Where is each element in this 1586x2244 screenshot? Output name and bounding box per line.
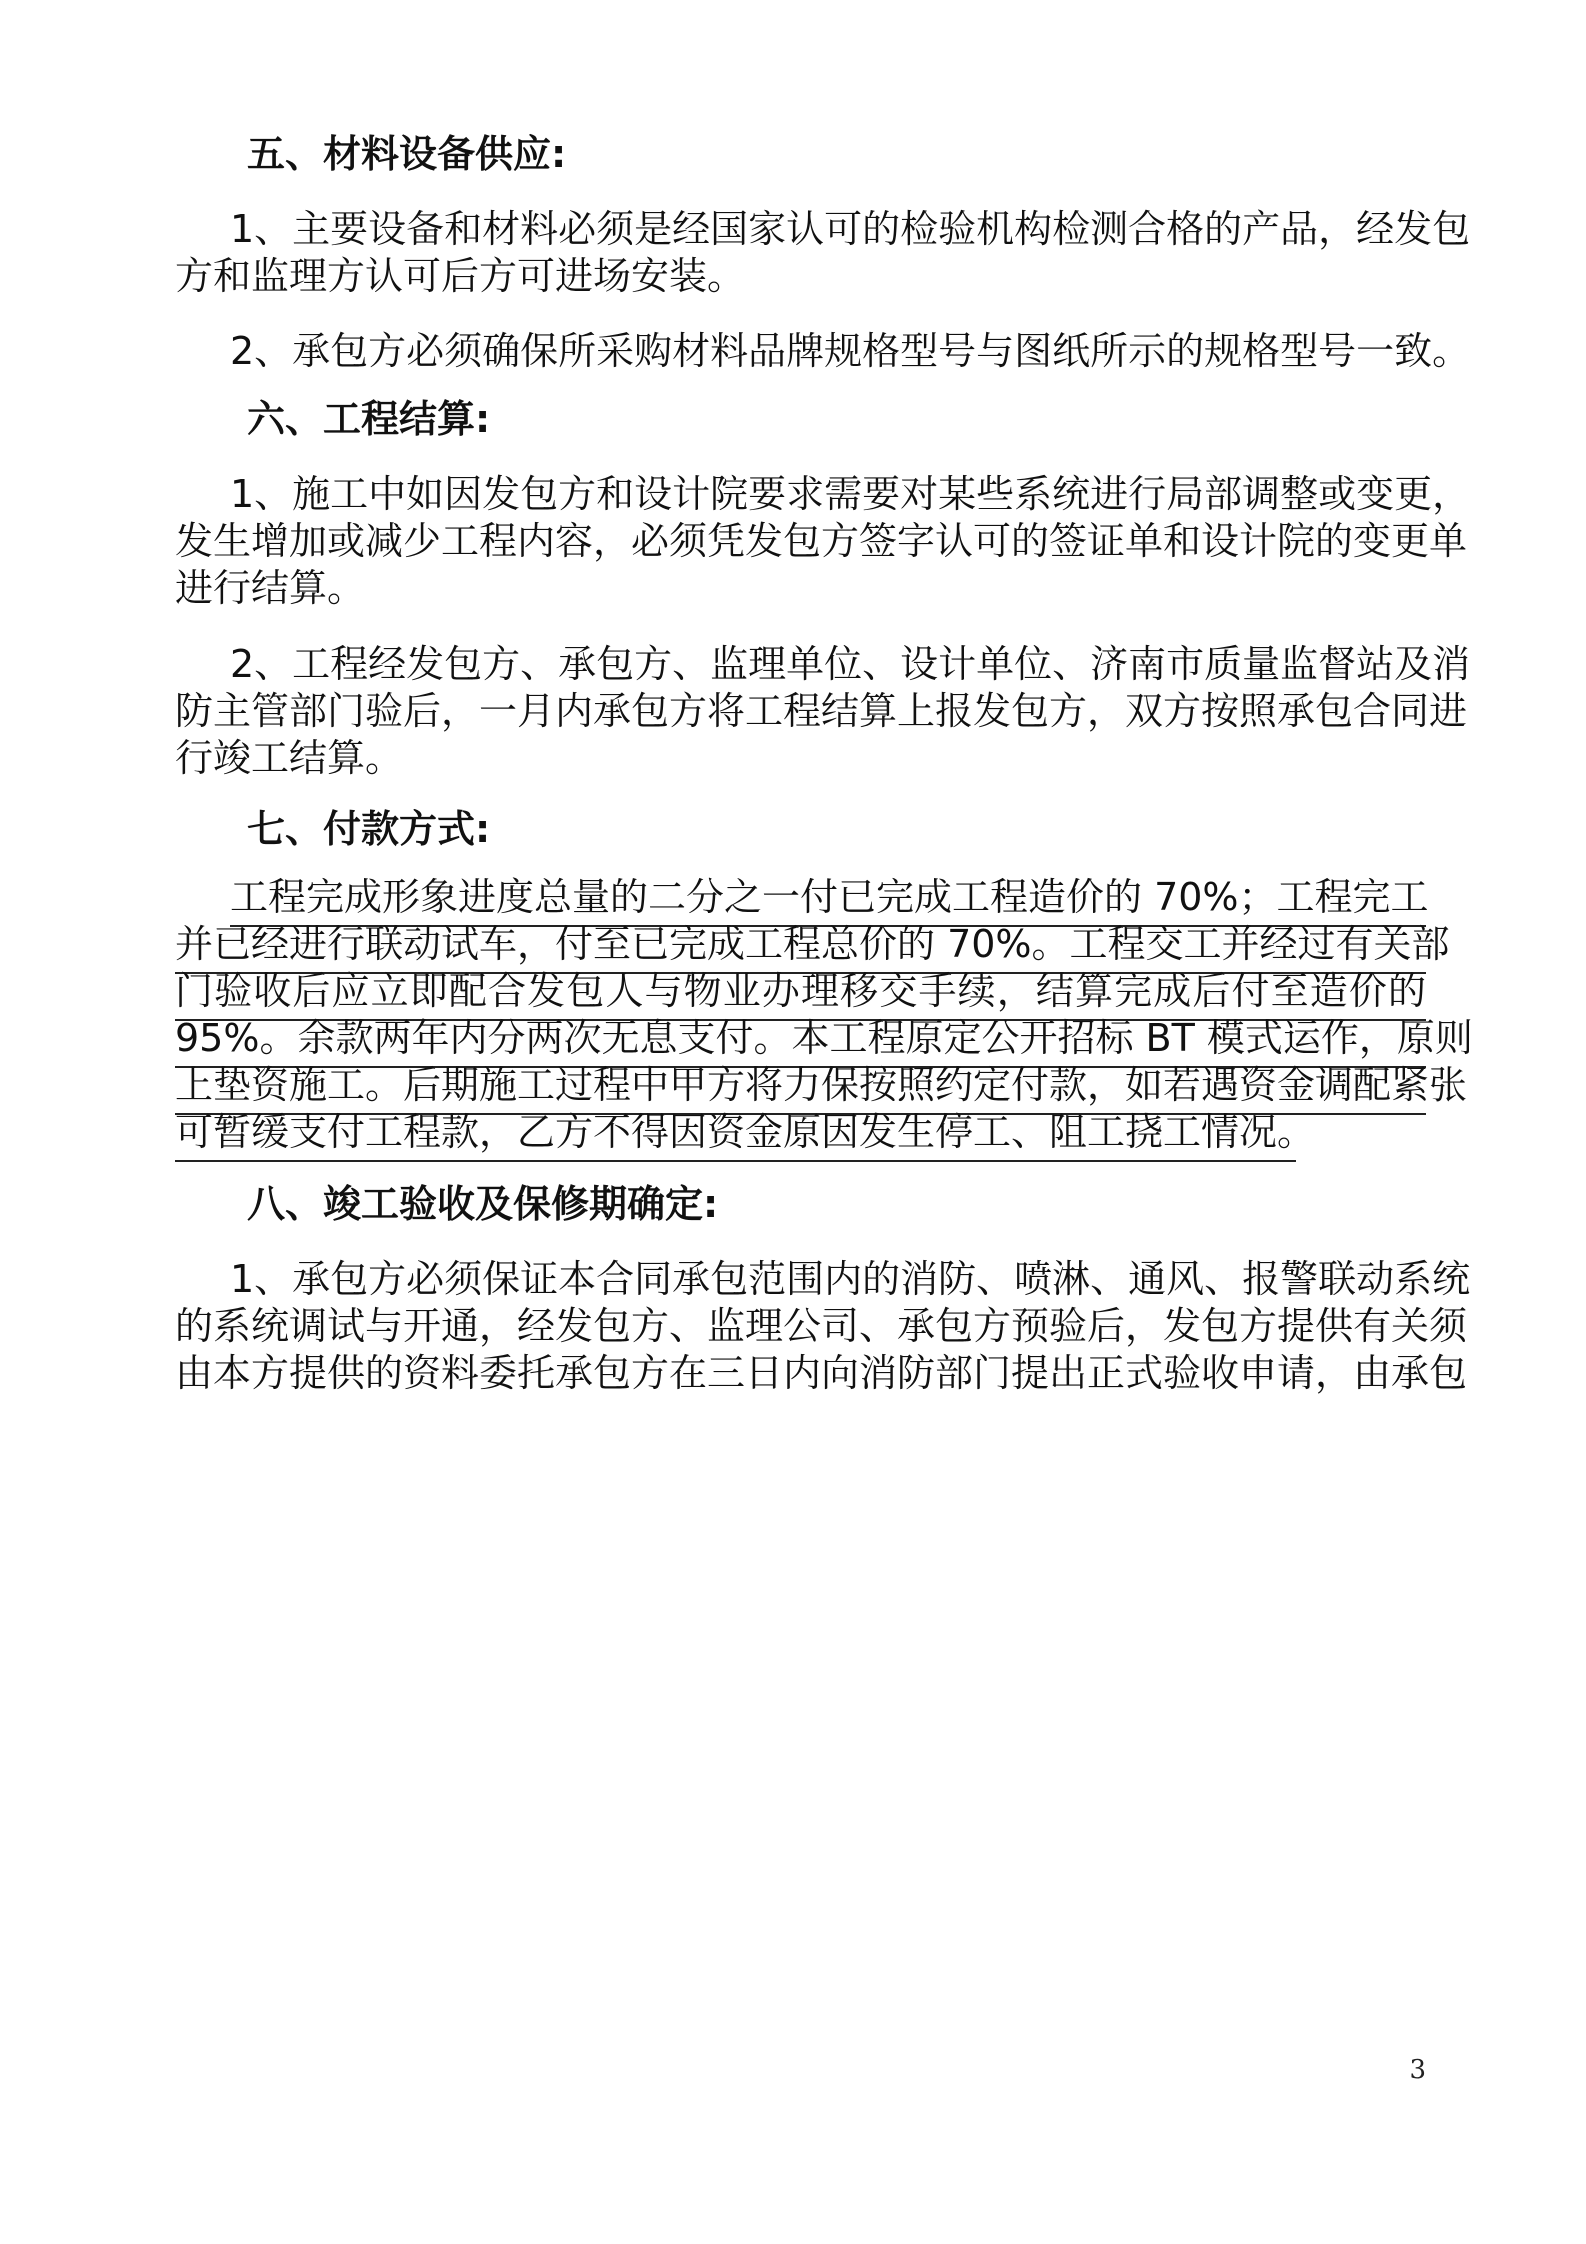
section8-p1-line2: 的系统调试与开通，经发包方、监理公司、承包方预验后，发包方提供有关须 bbox=[175, 1304, 1468, 1348]
section6-p1-line1: 1、施工中如因发包方和设计院要求需要对某些系统进行局部调整或变更， bbox=[230, 472, 1471, 516]
section6-p2-line2: 防主管部门验后，一月内承包方将工程结算上报发包方，双方按照承包合同进 bbox=[175, 689, 1468, 733]
section5-p2-line1: 2、承包方必须确保所采购材料品牌规格型号与图纸所示的规格型号一致。 bbox=[230, 329, 1471, 373]
section6-p1-line3: 进行结算。 bbox=[175, 566, 366, 610]
section6-p2-line1: 2、工程经发包方、承包方、监理单位、设计单位、济南市质量监督站及消 bbox=[230, 642, 1471, 686]
section7-p1-line4: 95%。余款两年内分两次无息支付。本工程原定公开招标 BT 模式运作，原则 bbox=[175, 1014, 1426, 1068]
section7-p1-line2: 并已经进行联动试车，付至已完成工程总价的 70%。工程交工并经过有关部 bbox=[175, 920, 1426, 974]
section5-heading: 五、材料设备供应: bbox=[247, 132, 567, 176]
section7-p1-line5: 上垫资施工。后期施工过程中甲方将力保按照约定付款，如若遇资金调配紧张 bbox=[175, 1061, 1426, 1115]
section5-p1-line2: 方和监理方认可后方可进场安装。 bbox=[175, 254, 746, 298]
section8-p1-line3: 由本方提供的资料委托承包方在三日内向消防部门提出正式验收申请，由承包 bbox=[175, 1351, 1468, 1395]
section7-p1-line1: 工程完成形象进度总量的二分之一付已完成工程造价的 70%；工程完工 bbox=[230, 873, 1426, 927]
section6-p1-line2: 发生增加或减少工程内容，必须凭发包方签字认可的签证单和设计院的变更单 bbox=[175, 519, 1468, 563]
section6-p2-line3: 行竣工结算。 bbox=[175, 736, 404, 780]
section7-heading: 七、付款方式: bbox=[247, 807, 491, 851]
section7-p1-line6: 可暂缓支付工程款，乙方不得因资金原因发生停工、阻工挠工情况。 bbox=[175, 1108, 1296, 1162]
section6-heading: 六、工程结算: bbox=[247, 397, 491, 441]
section8-heading: 八、竣工验收及保修期确定: bbox=[247, 1182, 719, 1226]
section7-p1-line3: 门验收后应立即配合发包人与物业办理移交手续，结算完成后付至造价的 bbox=[175, 967, 1426, 1021]
page-number: 3 bbox=[1409, 2055, 1426, 2085]
section5-p1-line1: 1、主要设备和材料必须是经国家认可的检验机构检测合格的产品，经发包 bbox=[230, 207, 1471, 251]
section8-p1-line1: 1、承包方必须保证本合同承包范围内的消防、喷淋、通风、报警联动系统 bbox=[230, 1257, 1471, 1301]
